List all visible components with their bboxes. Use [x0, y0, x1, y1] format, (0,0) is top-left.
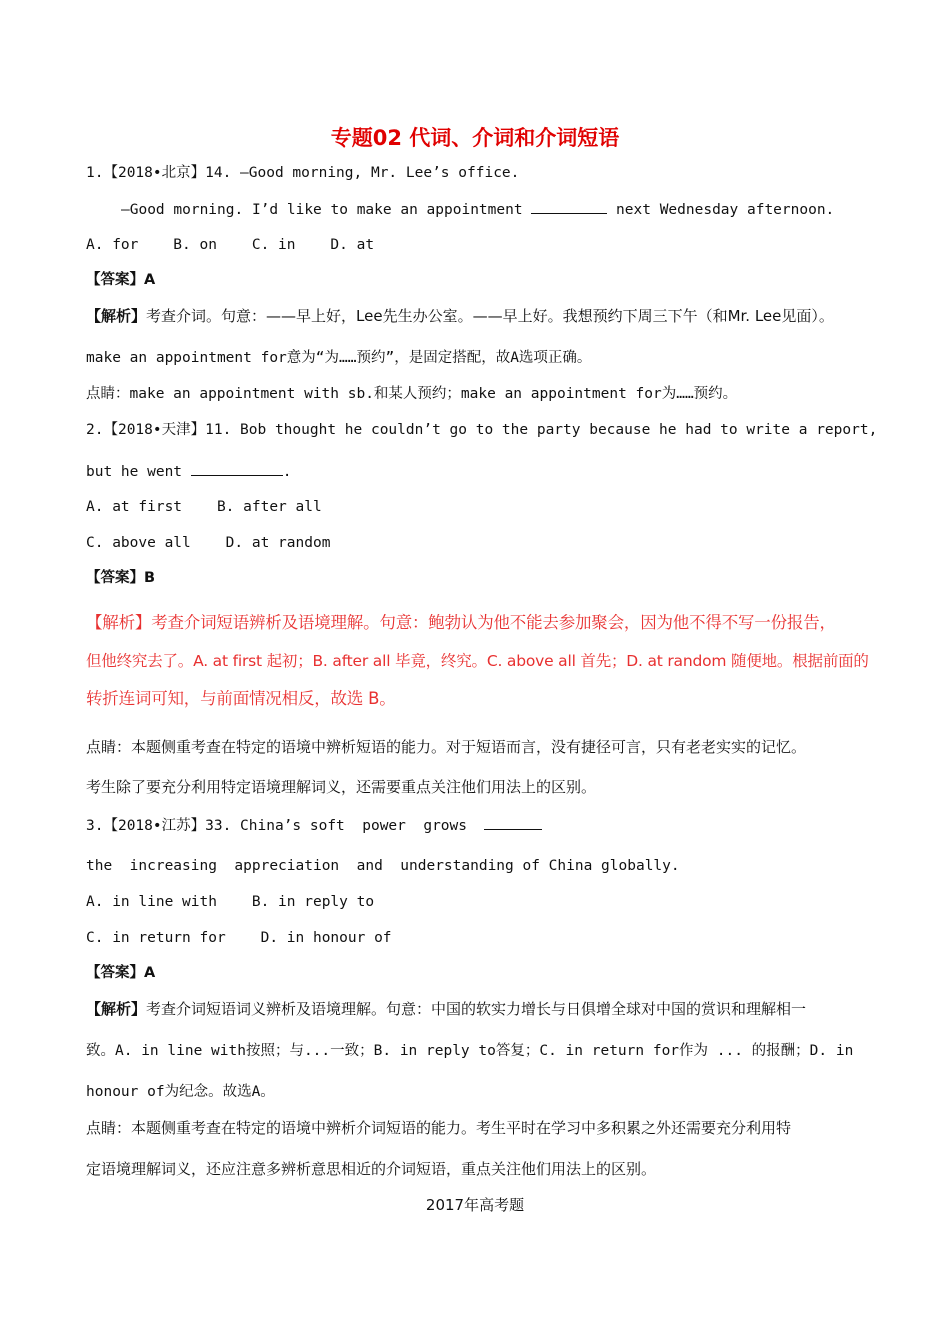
q3-tip-2: 定语境理解词义，还应注意多辨析意思相近的介词短语，重点关注他们用法上的区别。 — [86, 1160, 657, 1178]
q3-blank — [484, 815, 542, 830]
q1-dialogue-text: —Good morning. I’d like to make an appointment — [121, 202, 532, 218]
q2-stem: 2.【2018•天津】11. Bob thought he couldn’t go to the party because he had to write a report, — [86, 422, 878, 438]
q1-tip: 点睛：make an appointment with sb.和某人预约；make an appointment for为……预约。 — [86, 386, 738, 402]
q1-answer: 【答案】A — [86, 272, 156, 288]
q2-analysis-2: 但他终究去了。A. at first 起初；B. after all 毕竟，终究。C. above all 首先；D. at random 随便地。根据前面的 — [86, 652, 869, 670]
q1-options: A. for B. on C. in D. at — [86, 237, 375, 253]
q2-tip-1: 点睛：本题侧重考查在特定的语境中辨析短语的能力。对于短语而言，没有捷径可言，只有老老实实的记忆。 — [86, 738, 807, 756]
q2-stem-2 — [86, 461, 292, 482]
q3-stem-2: the increasing appreciation and understanding of China globally. — [86, 858, 680, 874]
q2-options-1: A. at first B. after all — [86, 499, 322, 515]
q1-analysis-1 — [86, 306, 834, 326]
q2-blank — [191, 461, 283, 476]
q2-answer: 【答案】B — [86, 570, 156, 586]
q3-tip-1: 点睛：本题侧重考查在特定的语境中辨析介词短语的能力。考生平时在学习中多积累之外还需要充分利用特 — [86, 1119, 792, 1137]
q3-options-2: C. in return for D. in honour of — [86, 930, 392, 946]
q3-stem-text: 3.【2018•江苏】33. China’s soft power grows — [86, 818, 485, 834]
q1-blank — [531, 199, 607, 214]
q2-stem-end: . — [282, 464, 292, 480]
page-title: 专题02 代词、介词和介词短语 — [330, 126, 620, 150]
q3-analysis-label: 【解析】 — [86, 1000, 147, 1018]
q1-stem: 1.【2018•北京】14. —Good morning, Mr. Lee’s office. — [86, 165, 520, 181]
q1-dialogue — [121, 199, 834, 220]
q2-options-2: C. above all D. at random — [86, 535, 331, 551]
q3-analysis-3: honour of为纪念。故选A。 — [86, 1084, 275, 1100]
q1-analysis-2: make an appointment for意为“为……预约”，是固定搭配，故A选项正确。 — [86, 350, 592, 366]
q2-analysis-1: 【解析】考查介词短语辨析及语境理解。句意：鲍勃认为他不能去参加聚会，因为他不得不写一份报告， — [86, 613, 836, 632]
q3-options-1: A. in line with B. in reply to — [86, 894, 375, 910]
q3-answer: 【答案】A — [86, 965, 156, 981]
q3-analysis-2: 致。A. in line with按照；与...一致；B. in reply to答复；C. in return for作为 ... 的报酬；D. in — [86, 1043, 854, 1059]
q3-analysis-1 — [86, 999, 806, 1019]
q3-analysis-text: 考查介词短语词义辨析及语境理解。句意：中国的软实力增长与日俱增全球对中国的赏识和理解相一 — [146, 1000, 807, 1018]
q2-tip-2: 考生除了要充分利用特定语境理解词义，还需要重点关注他们用法上的区别。 — [86, 778, 597, 796]
q3-stem — [86, 815, 542, 836]
q1-dialogue-end: next Wednesday afternoon. — [607, 202, 835, 218]
q1-analysis-text: 考查介词。句意：——早上好，Lee先生办公室。——早上好。我想预约下周三下午（和Mr. Lee见面）。 — [146, 307, 834, 325]
q1-analysis-label: 【解析】 — [86, 307, 147, 325]
q2-stem-text: but he went — [86, 464, 191, 480]
section-heading-2017: 2017年高考题 — [425, 1196, 525, 1214]
q2-analysis-3: 转折连词可知，与前面情况相反，故选 B。 — [86, 689, 396, 708]
